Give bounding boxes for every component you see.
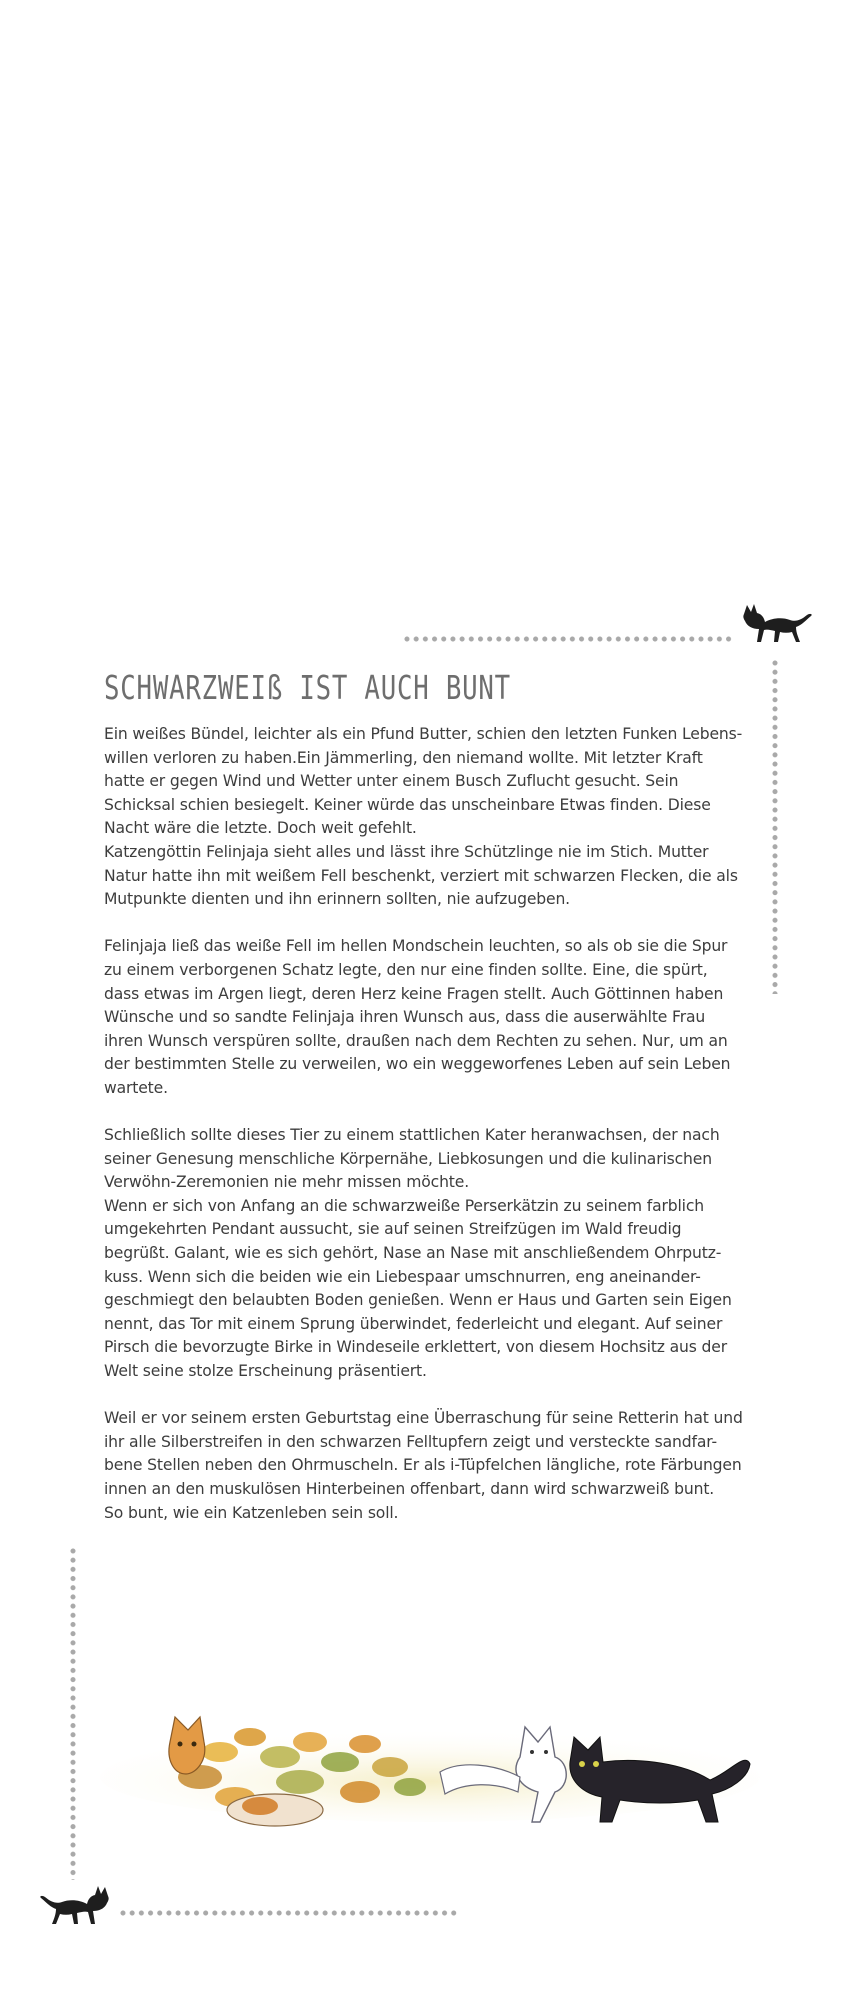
text-line: Schicksal schien besiegelt. Keiner würde das unscheinbare Etwas finden. Diese: [104, 795, 711, 814]
text-line: Katzengöttin Felinjaja sieht alles und lässt ihre Schützlinge nie im Stich. Mutter: [104, 842, 709, 861]
text-line: kuss. Wenn sich die beiden wie ein Liebespaar umschnurren, eng aneinander-: [104, 1267, 701, 1286]
text-line: hatte er gegen Wind und Wetter unter einem Busch Zuflucht gesucht. Sein: [104, 772, 679, 791]
text-line: Schließlich sollte dieses Tier zu einem stattlichen Kater heranwachsen, der nach: [104, 1126, 720, 1145]
bottom-dotted-border: [120, 1910, 458, 1916]
black-cat-icon: [38, 1882, 114, 1928]
text-line: bene Stellen neben den Ohrmuscheln. Er als i-Tüpfelchen längliche, rote Färbungen: [104, 1456, 742, 1475]
story-body: [104, 723, 754, 1549]
text-line: Wünsche und so sandte Felinjaja ihren Wunsch aus, dass die auserwählte Frau: [104, 1008, 706, 1027]
text-line: Ein weißes Bündel, leichter als ein Pfund Butter, schien den letzten Funken Lebens-: [104, 725, 743, 743]
paragraph-3: [104, 1124, 754, 1384]
right-dotted-border: [772, 660, 778, 994]
text-line: So bunt, wie ein Katzenleben sein soll.: [104, 1503, 399, 1522]
paragraph-4: [104, 1407, 754, 1525]
story-title: SCHWARZWEIß IST AUCH BUNT: [104, 668, 511, 707]
text-line: innen an den muskulösen Hinterbeinen offenbart, dann wird schwarzweiß bunt.: [104, 1480, 715, 1498]
cats-in-leaves-illustration: [100, 1682, 760, 1832]
text-line: seiner Genesung menschliche Körpernähe, Liebkosungen und die kulinarischen: [104, 1149, 712, 1168]
text-line: nennt, das Tor mit einem Sprung überwindet, federleicht und elegant. Auf seiner: [104, 1314, 723, 1333]
text-line: begrüßt. Galant, wie es sich gehört, Nase an Nase mit anschließendem Ohrputz-: [104, 1244, 722, 1263]
text-line: wartete.: [104, 1078, 168, 1097]
text-line: Welt seine stolze Erscheinung präsentiert.: [104, 1362, 427, 1381]
text-line: Weil er vor seinem ersten Geburtstag eine Überraschung für seine Retterin hat und: [104, 1409, 743, 1428]
left-dotted-border: [70, 1548, 76, 1880]
text-line: umgekehrten Pendant aussucht, sie auf seinen Streifzügen im Wald freudig: [104, 1220, 682, 1239]
text-line: ihren Wunsch verspüren sollte, draußen nach dem Rechten zu sehen. Nur, um an: [104, 1031, 728, 1050]
paragraph-2: [104, 935, 754, 1100]
text-line: Natur hatte ihn mit weißem Fell beschenkt, verziert mit schwarzen Flecken, die als: [104, 866, 738, 885]
text-line: Mutpunkte dienten und ihn erinnern sollten, nie aufzugeben.: [104, 890, 570, 909]
text-line: willen verloren zu haben.Ein Jämmerling, den niemand wollte. Mit letzter Kraft: [104, 748, 703, 767]
text-line: geschmiegt den belaubten Boden genießen. Wenn er Haus und Garten sein Eigen: [104, 1291, 732, 1310]
text-line: dass etwas im Argen liegt, deren Herz keine Fragen stellt. Auch Göttinnen haben: [104, 984, 724, 1003]
text-line: Nacht wäre die letzte. Doch weit gefehlt.: [104, 819, 417, 838]
text-line: Pirsch die bevorzugte Birke in Windeseile erklettert, von diesem Hochsitz aus der: [104, 1338, 728, 1357]
top-dotted-border: [404, 636, 732, 642]
text-line: ihr alle Silberstreifen in den schwarzen Felltupfern zeigt und versteckte sandfar-: [104, 1432, 718, 1451]
black-cat-icon: [738, 600, 814, 646]
text-line: zu einem verborgenen Schatz legte, den nur eine finden sollte. Eine, die spürt,: [104, 960, 708, 979]
text-line: Wenn er sich von Anfang an die schwarzweiße Perserkätzin zu seinem farblich: [104, 1196, 705, 1215]
paragraph-1: [104, 723, 754, 912]
text-line: Felinjaja ließ das weiße Fell im hellen Mondschein leuchten, so als ob sie die Spur: [104, 937, 728, 956]
text-line: Verwöhn-Zeremonien nie mehr missen möchte.: [104, 1173, 470, 1192]
text-line: der bestimmten Stelle zu verweilen, wo ein weggeworfenes Leben auf sein Leben: [104, 1055, 731, 1074]
